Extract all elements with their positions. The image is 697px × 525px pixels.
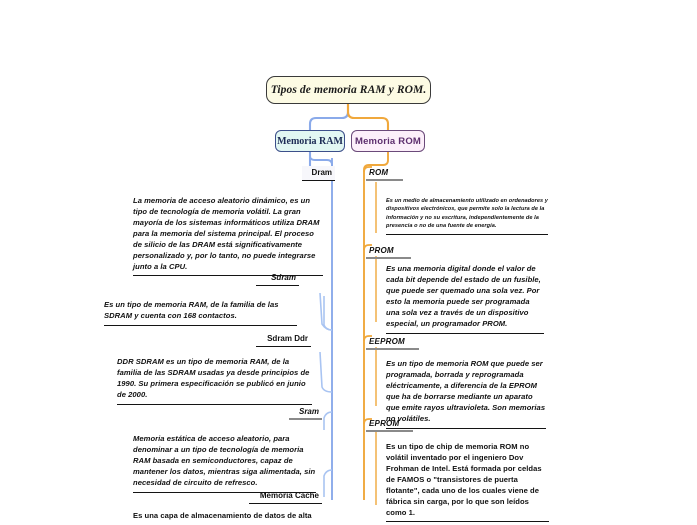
leaf-label-prom-text: PROM xyxy=(369,245,394,255)
note-memoria-cache-text: Es una capa de almacenamiento de datos de alta xyxy=(133,511,312,520)
note-sdram-text: Es un tipo de memoria RAM, de la familia de las SDRAM y cuenta con 168 contactos. xyxy=(104,300,279,320)
leaf-label-eprom[interactable] xyxy=(366,417,413,432)
leaf-label-rom[interactable] xyxy=(366,166,403,181)
leaf-label-sdram-ddr-text: Sdram Ddr xyxy=(267,334,308,343)
note-sram-text: Memoria estática de acceso aleatorio, para denominar a un tipo de tecnología de memoria RAM basada en semiconductores, capaz de mantener los datos, mientras siga alimentada, sin necesidad de circuito de refresco. xyxy=(133,434,316,487)
leaf-label-eprom-text: EPROM xyxy=(369,418,400,428)
note-sram xyxy=(133,434,316,493)
note-sdram xyxy=(104,300,297,326)
note-rom-text: Es un medio de almacenamiento utilizado en ordenadores y dispositivos electrónicos, que permite solo la lectura de la información y no su escritura, independientemente de la presencia o no de una fuente de energía. xyxy=(386,198,548,230)
leaf-label-sdram[interactable] xyxy=(256,271,299,286)
leaf-label-sram-text: Sram xyxy=(298,406,319,416)
note-dram xyxy=(133,196,323,276)
root-node[interactable] xyxy=(266,76,431,104)
leaf-label-eeprom[interactable] xyxy=(366,335,419,350)
leaf-label-memoria-cache-text: Memoria Cache xyxy=(259,491,319,500)
branch-node-memoria-ram-label: Memoria RAM xyxy=(277,135,343,147)
note-sdram-ddr xyxy=(117,357,312,405)
leaf-label-dram[interactable] xyxy=(302,166,335,181)
leaf-label-memoria-cache[interactable] xyxy=(249,489,322,504)
note-memoria-cache xyxy=(133,511,333,525)
branch-node-memoria-ram[interactable] xyxy=(275,130,345,152)
branch-node-memoria-rom-label: Memoria ROM xyxy=(354,135,422,147)
leaf-label-rom-text: ROM xyxy=(369,167,389,177)
note-rom xyxy=(386,197,548,235)
leaf-label-sdram-text: Sdram xyxy=(271,273,296,282)
note-prom xyxy=(386,264,544,334)
note-dram-text: La memoria de acceso aleatorio dinámico, es un tipo de tecnología de memoria volátil. La gran mayoría de los sistemas informáticos utiliza DRAM para la memoria del sistema principal. El proceso de silicio de las DRAM está significativamente personalizado y, por lo tanto, no puede integrarse junto a la CPU. xyxy=(133,196,320,271)
leaf-label-dram-text: Dram xyxy=(311,168,332,177)
branch-node-memoria-rom[interactable] xyxy=(351,130,425,152)
note-eprom-text: Es un tipo de chip de memoria ROM no volátil inventado por el ingeniero Dov Frohman de Intel. Está formada por celdas de FAMOS o "transistores de puerta flotante", cada uno de los cuales viene de fábrica sin carga, por lo que son leídos como 1. xyxy=(386,442,542,517)
root-node-label: Tipos de memoria RAM y ROM. xyxy=(270,84,427,96)
note-eeprom-text: Es un tipo de memoria ROM que puede ser programada, borrada y reprogramada eléctricamente, a diferencia de la EPROM que ha de borrarse mediante un aparato que emite rayos ultravioleta. Son memorias no volátiles. xyxy=(386,359,546,423)
note-prom-text: Es una memoria digital donde el valor de cada bit depende del estado de un fusible, que puede ser quemado una sola vez. Por esto la memoria puede ser programada una sola vez a través de un dispositivo especial, un programador PROM. xyxy=(386,264,541,328)
leaf-label-eeprom-text: EEPROM xyxy=(369,336,405,346)
leaf-label-sram[interactable] xyxy=(289,405,322,420)
note-eprom xyxy=(386,442,549,522)
note-sdram-ddr-text: DDR SDRAM es un tipo de memoria RAM, de la familia de las SDRAM usadas ya desde principios de 1990. Su primera especificación se publicó en junio de 2000. xyxy=(117,357,310,399)
leaf-label-sdram-ddr[interactable] xyxy=(256,332,311,347)
leaf-label-prom[interactable] xyxy=(366,244,411,259)
